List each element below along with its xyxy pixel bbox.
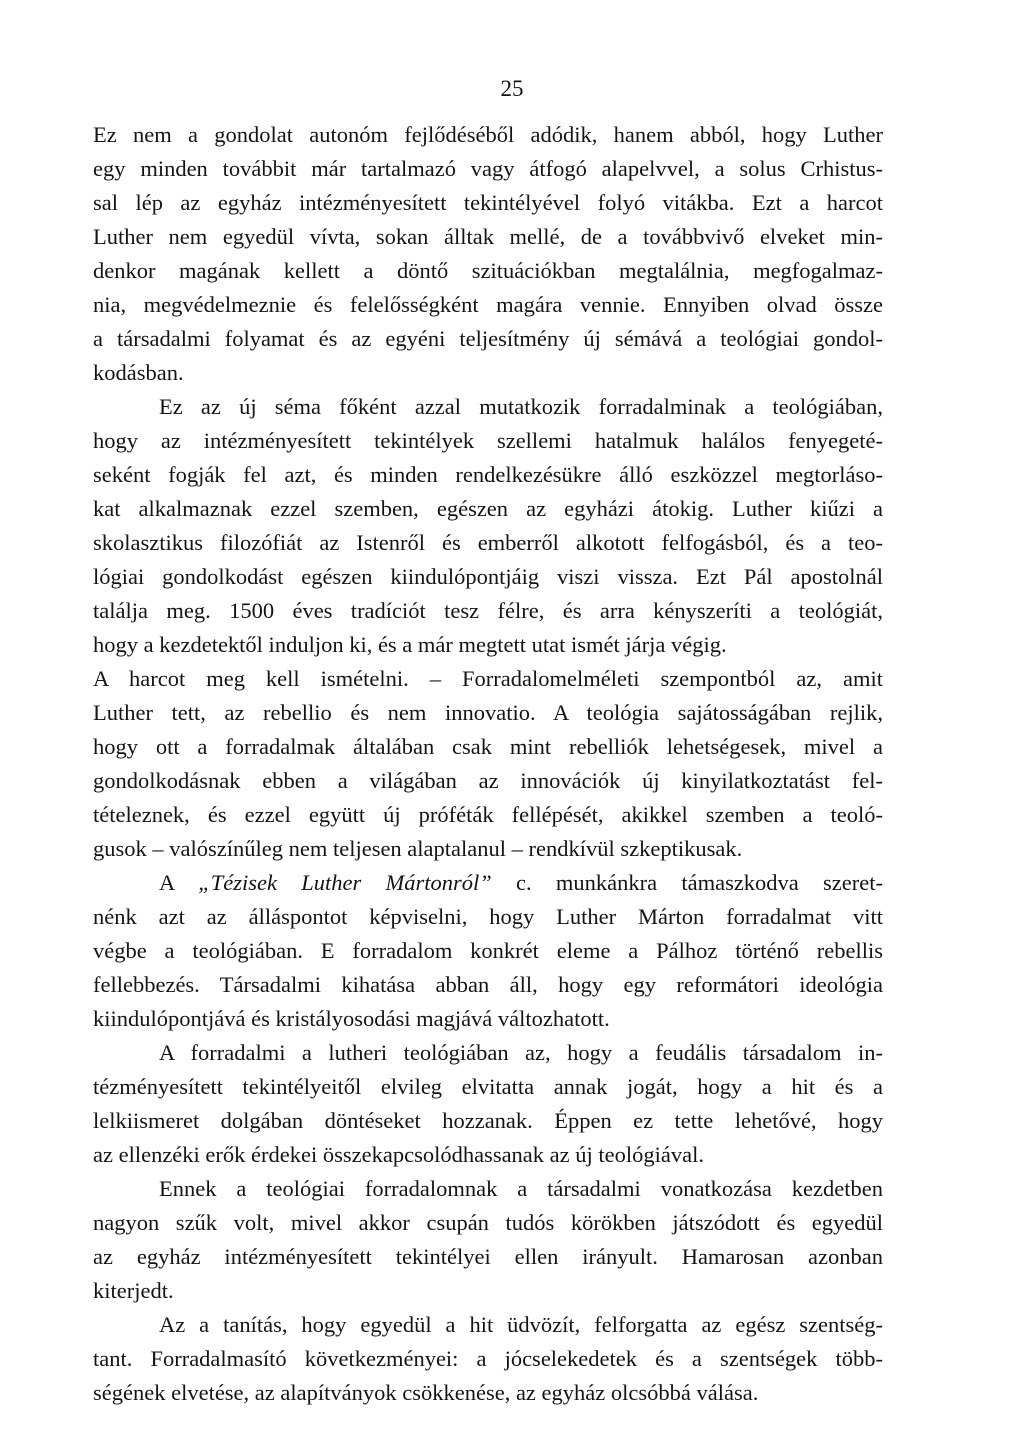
text-line: egy minden továbbit már tartalmazó vagy átfogó alapelvvel, a solus Crhistus- — [93, 156, 883, 181]
text-line: az egyház intézményesített tekintélyei ellen irányult. Hamarosan azonban — [93, 1244, 883, 1269]
line-suffix: c. munkánkra támaszkodva szeret- — [491, 870, 883, 895]
text-line: gondolkodásnak ebben a világában az innovációk új kinyilatkoztatást fel- — [93, 768, 883, 793]
text-line: hogy az intézményesített tekintélyek szellemi hatalmuk halálos fenyegeté- — [93, 428, 883, 453]
text-line: nia, megvédelmeznie és felelősségként magára vennie. Ennyiben olvad össze — [93, 292, 883, 317]
text-line: seként fogják fel azt, és minden rendelkezésükre álló eszközzel megtorláso- — [93, 462, 883, 487]
text-line: a társadalmi folyamat és az egyéni teljesítmény új sémává a teológiai gondol- — [93, 326, 883, 351]
text-line: nagyon szűk volt, mivel akkor csupán tudós körökben játszódott és egyedül — [93, 1210, 883, 1235]
line-prefix: A — [159, 870, 199, 895]
text-line: sal lép az egyház intézményesített tekintélyével folyó vitákba. Ezt a harcot — [93, 190, 883, 215]
text-line: Luther tett, az rebellio és nem innovatio. A teológia sajátosságában rejlik, — [93, 700, 883, 725]
paragraph — [93, 390, 883, 866]
text-line: gusok – valószínűleg nem teljesen alaptalanul – rendkívül szkeptikusak. — [93, 836, 743, 861]
text-line: nénk azt az álláspontot képviselni, hogy Luther Márton forradalmat vitt — [93, 904, 883, 929]
text-line: Az a tanítás, hogy egyedül a hit üdvözít, felforgatta az egész szentség- — [159, 1312, 883, 1337]
text-line: Luther nem egyedül vívta, sokan álltak mellé, de a továbbvivő elveket min- — [93, 224, 883, 249]
paragraph — [93, 866, 883, 1036]
text-line: skolasztikus filozófiát az Istenről és emberről alkotott felfogásból, és a teo- — [93, 530, 883, 555]
text-line: tézményesített tekintélyeitől elvileg elvitatta annak jogát, hogy a hit és a — [93, 1074, 883, 1099]
text-body — [93, 118, 883, 1410]
text-line: Ez nem a gondolat autonóm fejlődéséből adódik, hanem abból, hogy Luther — [93, 122, 883, 147]
text-line: A forradalmi a lutheri teológiában az, hogy a feudális társadalom in- — [159, 1040, 883, 1065]
paragraph — [93, 1036, 883, 1172]
text-line: ségének elvetése, az alapítványok csökkenése, az egyház olcsóbbá válása. — [93, 1380, 759, 1405]
text-line — [93, 866, 883, 900]
text-line: Ennek a teológiai forradalomnak a társadalmi vonatkozása kezdetben — [159, 1176, 883, 1201]
text-line: Ez az új séma főként azzal mutatkozik forradalminak a teológiában, — [159, 394, 883, 419]
text-line: lógiai gondolkodást egészen kiindulópontjáig viszi vissza. Ezt Pál apostolnál — [93, 564, 883, 589]
text-line: A harcot meg kell ismételni. – Forradalomelméleti szempontból az, amit — [93, 666, 883, 691]
text-line: kiterjedt. — [93, 1278, 174, 1303]
text-line: kiindulópontjává és kristályosodási magjává változhatott. — [93, 1006, 610, 1031]
text-line: kodásban. — [93, 360, 184, 385]
paragraph — [93, 1308, 883, 1410]
page-number: 25 — [500, 76, 524, 101]
text-line: az ellenzéki erők érdekei összekapcsolódhassanak az új teológiával. — [93, 1142, 704, 1167]
text-line: kat alkalmaznak ezzel szemben, egészen az egyházi átokig. Luther kiűzi a — [93, 496, 883, 521]
paragraph — [93, 1172, 883, 1308]
paragraph — [93, 118, 883, 390]
text-line: lelkiismeret dolgában döntéseket hozzanak. Éppen ez tette lehetővé, hogy — [93, 1108, 883, 1133]
text-line: tételeznek, és ezzel együtt új próféták fellépését, akikkel szemben a teoló- — [93, 802, 883, 827]
text-line: denkor magának kellett a döntő szituációkban megtalálnia, megfogalmaz- — [93, 258, 883, 283]
text-line: hogy a kezdetektől induljon ki, és a már megtett utat ismét járja végig. — [93, 632, 727, 657]
text-line: tant. Forradalmasító következményei: a jócselekedetek és a szentségek több- — [93, 1346, 883, 1371]
book-title: „Tézisek Luther Mártonról” — [198, 870, 492, 895]
text-line: hogy ott a forradalmak általában csak mint rebelliók lehetségesek, mivel a — [93, 734, 883, 759]
text-line: fellebbezés. Társadalmi kihatása abban áll, hogy egy reformátori ideológia — [93, 972, 883, 997]
text-line: végbe a teológiában. E forradalom konkrét eleme a Pálhoz történő rebellis — [93, 938, 883, 963]
text-line: találja meg. 1500 éves tradíciót tesz félre, és arra kényszeríti a teológiát, — [93, 598, 883, 623]
